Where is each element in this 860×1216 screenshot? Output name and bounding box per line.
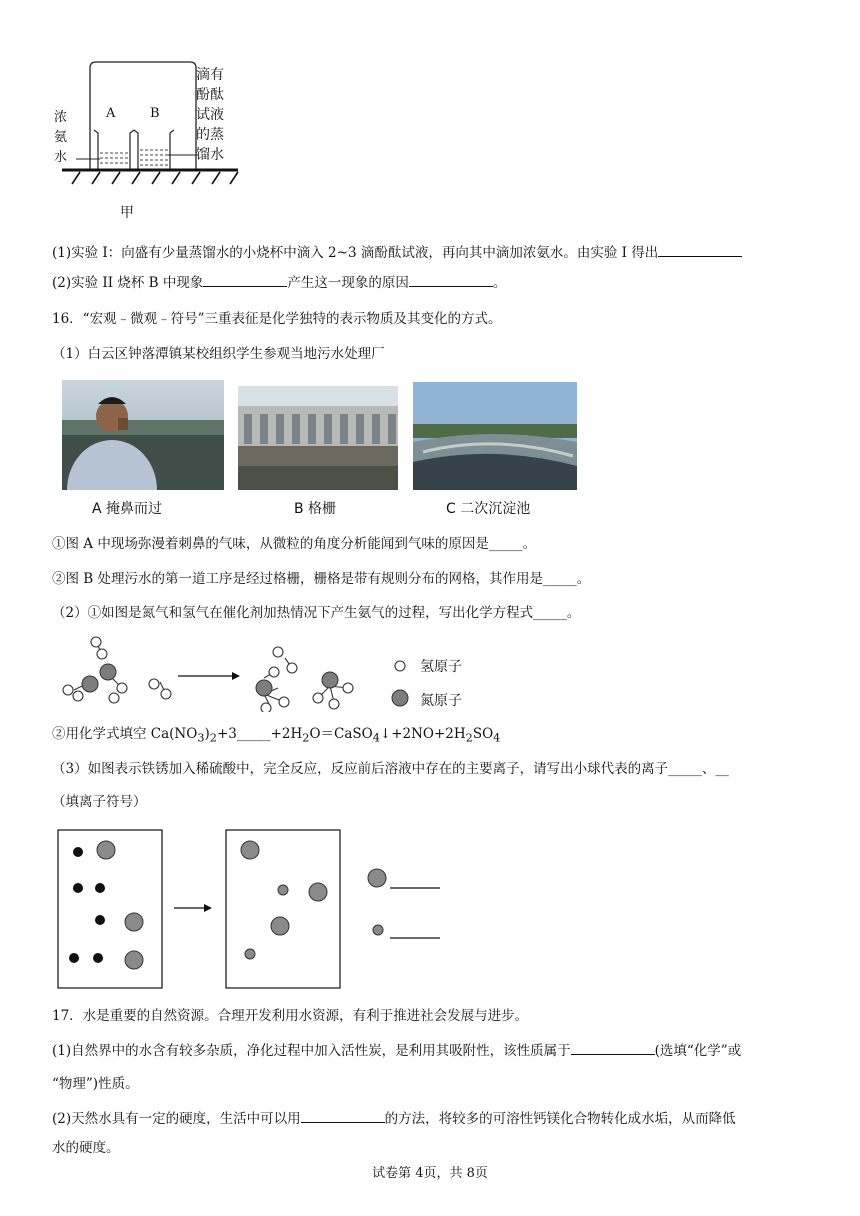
- legend-hydrogen-label: 氢原子: [420, 659, 462, 675]
- q16-s3b: （填离子符号）: [52, 794, 147, 810]
- answer-blank[interactable]: [203, 272, 287, 287]
- q17-part2: (2)天然水具有一定的硬度，生活中可以用 的方法，将较多的可溶性钙镁化合物转化成水垢，从而降低: [52, 1108, 736, 1129]
- label-phenol-1: 滴有: [196, 67, 224, 83]
- ion-reaction-diagram: [52, 826, 452, 992]
- q16-sub1: （1）白云区钟落潭镇某校组织学生参观当地污水处理厂: [52, 346, 385, 362]
- q15-part1: (1)实验 I：向盛有少量蒸馏水的小烧杯中滴入 2~3 滴酚酞试液，再向其中滴加浓氨水。由实验 I 得出: [52, 242, 742, 263]
- q16-s1b: ②图 B 处理污水的第一道工序是经过格栅，栅格是带有规则分布的网格，其作用是_____。: [52, 571, 591, 587]
- figure-caption-jia: 甲: [120, 205, 134, 221]
- molecule-reaction-diagram: [52, 632, 482, 712]
- q17-stem: 17．水是重要的自然资源。合理开发利用水资源，有利于推进社会发展与进步。: [52, 1008, 529, 1024]
- answer-blank[interactable]: [301, 1108, 385, 1123]
- label-phenol-2: 酚酞: [196, 87, 224, 103]
- q16-s2b: ②用化学式填空 $Ca(NO_3)_2+3\_\_\_\_\_+2H_2O=CaSO_4↓+2NO+2H_2SO_4$: [52, 726, 501, 745]
- label-nong-anshui-3: 水: [54, 150, 68, 165]
- legend-nitrogen-label: 氮原子: [420, 693, 462, 709]
- photo-a: [62, 380, 224, 490]
- answer-blank[interactable]: [571, 1040, 655, 1055]
- photo-b: [238, 386, 398, 490]
- photo-a-caption: A 掩鼻而过: [92, 501, 163, 517]
- label-phenol-4: 的蒸: [196, 127, 224, 143]
- q16-s3a: （3）如图表示铁锈加入稀硫酸中，完全反应，反应前后溶液中存在的主要离子，请写出小球代表的离子_____、__: [52, 761, 729, 777]
- beaker-a-label: A: [106, 106, 116, 121]
- photo-c: [413, 382, 577, 490]
- photo-b-caption: B 格栅: [294, 501, 337, 517]
- answer-blank[interactable]: [658, 242, 742, 257]
- q17-part1-cont: “物理”)性质。: [52, 1076, 139, 1092]
- beaker-b-label: B: [150, 106, 160, 121]
- q16-s1a: ①图 A 中现场弥漫着刺鼻的气味，从微粒的角度分析能闻到气味的原因是_____。: [52, 536, 537, 552]
- q15-part2: (2)实验 II 烧杯 B 中现象 产生这一现象的原因 。: [52, 272, 506, 293]
- q16-s2a: （2）①如图是氮气和氢气在催化剂加热情况下产生氨气的过程，写出化学方程式_____。: [52, 605, 581, 621]
- answer-blank[interactable]: [409, 272, 493, 287]
- label-phenol-3: 试液: [196, 107, 224, 123]
- q17-part1: (1)自然界中的水含有较多杂质，净化过程中加入活性炭，是利用其吸附性，该性质属于 (选填“化学”或: [52, 1040, 741, 1061]
- label-phenol-5: 馏水: [196, 147, 224, 163]
- figure-jia: [50, 58, 250, 228]
- label-nong-anshui-2: 氨: [54, 130, 68, 145]
- page-footer: 试卷第 4页，共 8页: [372, 1166, 488, 1181]
- photo-c-caption: C 二次沉淀池: [446, 501, 531, 517]
- legend-hydrogen-icon: [395, 661, 405, 671]
- legend-nitrogen-icon: [392, 690, 408, 706]
- q16-stem: 16．“宏观﹣微观﹣符号”三重表征是化学独特的表示物质及其变化的方式。: [52, 311, 502, 327]
- label-nong-anshui-1: 浓: [54, 110, 68, 125]
- q17-part2-cont: 水的硬度。: [52, 1140, 120, 1156]
